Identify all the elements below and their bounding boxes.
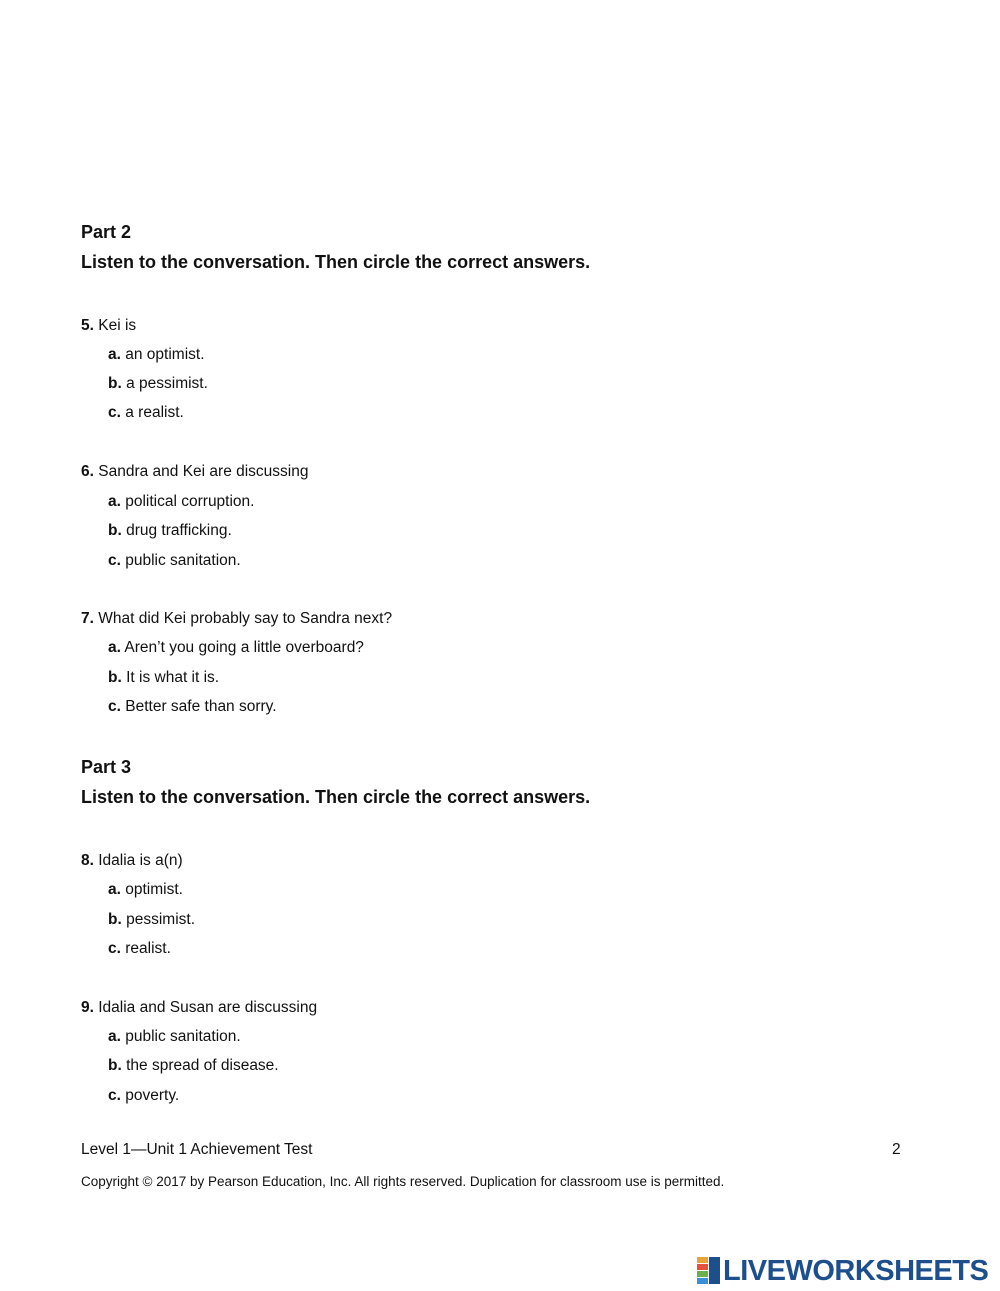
option-6a[interactable]: [108, 492, 254, 512]
option-letter: c.: [108, 1087, 121, 1104]
option-9a[interactable]: [108, 1027, 241, 1047]
option-text: pessimist.: [126, 911, 195, 928]
option-text: It is what it is.: [126, 669, 220, 686]
footer-page-number: 2: [892, 1141, 901, 1158]
option-letter: c.: [108, 404, 121, 421]
question-number: 9.: [81, 999, 94, 1016]
option-letter: b.: [108, 911, 122, 928]
question-text: What did Kei probably say to Sandra next?: [98, 610, 393, 627]
option-8a[interactable]: [108, 880, 183, 900]
question-8: [81, 851, 183, 871]
option-text: public sanitation.: [125, 1028, 241, 1045]
option-text: drug trafficking.: [126, 522, 232, 539]
option-text: Better safe than sorry.: [125, 698, 277, 715]
option-text: the spread of disease.: [126, 1057, 279, 1074]
option-text: optimist.: [125, 881, 183, 898]
question-number: 5.: [81, 317, 94, 334]
question-text: Idalia is a(n): [98, 852, 183, 869]
question-number: 8.: [81, 852, 94, 869]
option-text: poverty.: [125, 1087, 180, 1104]
option-text: a realist.: [125, 404, 184, 421]
option-text: political corruption.: [125, 493, 255, 510]
option-letter: b.: [108, 522, 122, 539]
option-text: public sanitation.: [125, 552, 241, 569]
part-2-title: Part 2: [81, 222, 132, 242]
option-5b[interactable]: [108, 374, 208, 394]
liveworksheets-logo-icon: [697, 1257, 721, 1285]
option-5c[interactable]: [108, 403, 184, 423]
option-8c[interactable]: [108, 939, 171, 959]
option-6b[interactable]: [108, 521, 232, 541]
question-9: [81, 998, 317, 1018]
option-letter: a.: [108, 881, 121, 898]
part-2-instruction: Listen to the conversation. Then circle the correct answers.: [81, 252, 591, 272]
option-text: realist.: [125, 940, 171, 957]
option-9c[interactable]: [108, 1086, 179, 1106]
option-7b[interactable]: [108, 668, 219, 688]
option-letter: a.: [108, 639, 121, 656]
footer-test-name: Level 1—Unit 1 Achievement Test: [81, 1141, 313, 1158]
option-letter: c.: [108, 552, 121, 569]
option-letter: a.: [108, 493, 121, 510]
question-text: Kei is: [98, 317, 137, 334]
liveworksheets-logo[interactable]: [697, 1253, 988, 1289]
question-6: [81, 462, 309, 482]
option-letter: c.: [108, 698, 121, 715]
option-letter: b.: [108, 375, 122, 392]
part-3-title: Part 3: [81, 757, 132, 777]
question-number: 7.: [81, 610, 94, 627]
option-text: a pessimist.: [126, 375, 208, 392]
question-5: [81, 316, 136, 336]
option-7a[interactable]: [108, 638, 364, 658]
footer-copyright: Copyright © 2017 by Pearson Education, Inc. All rights reserved. Duplication for classroom use is permitted.: [81, 1174, 725, 1189]
option-9b[interactable]: [108, 1056, 279, 1076]
option-7c[interactable]: [108, 697, 277, 717]
option-5a[interactable]: [108, 345, 205, 365]
question-text: Idalia and Susan are discussing: [98, 999, 318, 1016]
option-letter: c.: [108, 940, 121, 957]
liveworksheets-wordmark: LIVEWORKSHEETS: [723, 1255, 989, 1287]
option-letter: a.: [108, 1028, 121, 1045]
question-number: 6.: [81, 463, 94, 480]
option-letter: b.: [108, 1057, 122, 1074]
part-3-instruction: Listen to the conversation. Then circle the correct answers.: [81, 787, 591, 807]
option-6c[interactable]: [108, 551, 241, 571]
option-letter: b.: [108, 669, 122, 686]
question-7: [81, 609, 392, 629]
option-text: an optimist.: [125, 346, 205, 363]
option-text: Aren’t you going a little overboard?: [124, 639, 364, 656]
option-letter: a.: [108, 346, 121, 363]
option-8b[interactable]: [108, 910, 195, 930]
question-text: Sandra and Kei are discussing: [98, 463, 309, 480]
